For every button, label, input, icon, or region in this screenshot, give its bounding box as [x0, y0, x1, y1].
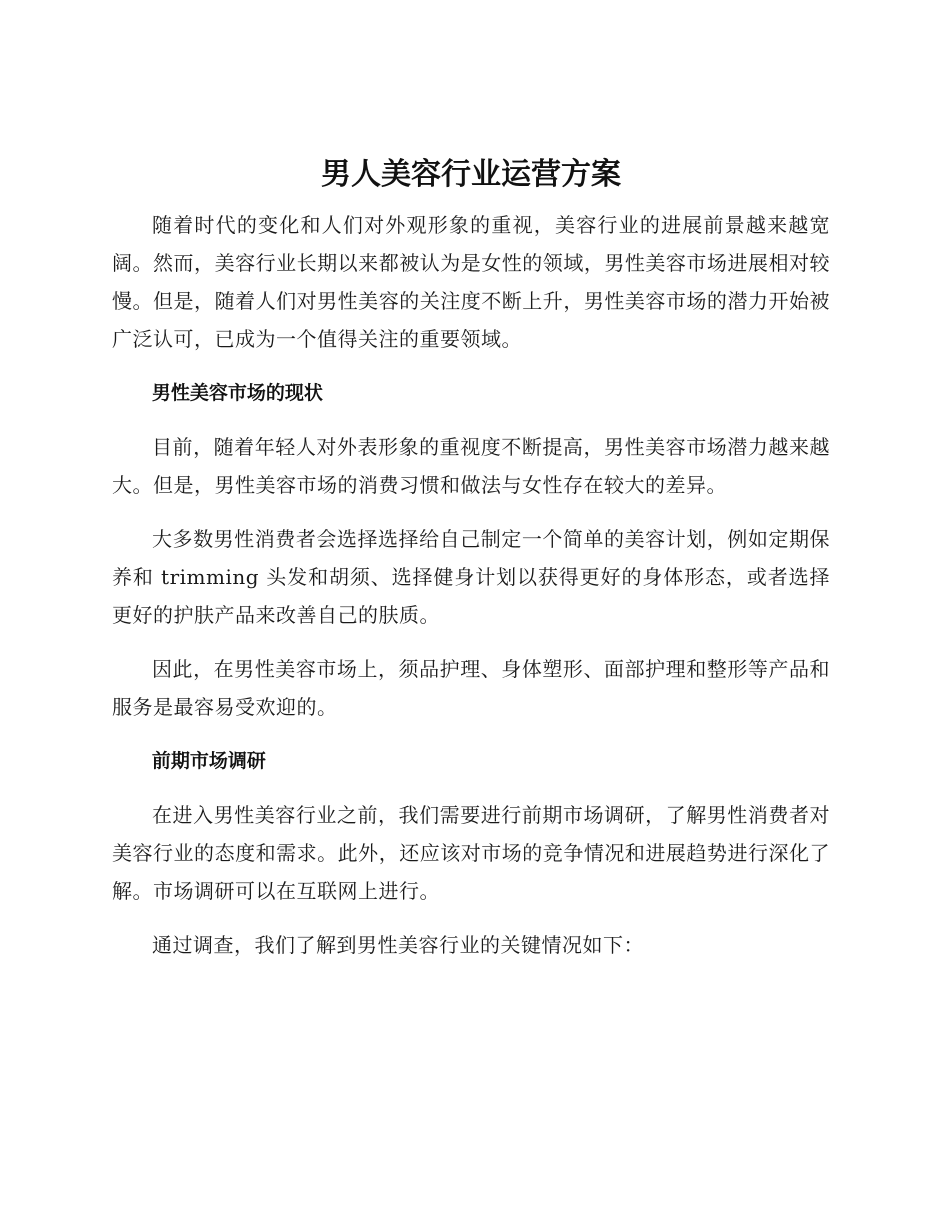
body-paragraph: 因此，在男性美容市场上，须品护理、身体塑形、面部护理和整形等产品和服务是最容易受欢迎的。 [112, 657, 830, 719]
document-title: 男人美容行业运营方案 [321, 157, 621, 192]
body-paragraph: 通过调查，我们了解到男性美容行业的关键情况如下： [152, 933, 644, 957]
body-paragraph: 大多数男性消费者会选择选择给自己制定一个简单的美容计划，例如定期保养和 trimming 头发和胡须、选择健身计划以获得更好的身体形态，或者选择更好的护肤产品来改善自己的肤质。 [112, 527, 830, 627]
section-heading-market-status: 男性美容市场的现状 [151, 382, 323, 404]
body-paragraph: 在进入男性美容行业之前，我们需要进行前期市场调研，了解男性消费者对美容行业的态度和需求。此外，还应该对市场的竞争情况和进展趋势进行深化了解。市场调研可以在互联网上进行。 [112, 803, 830, 903]
section-heading-market-research: 前期市场调研 [151, 750, 266, 772]
document-page [112, 150, 830, 980]
body-paragraph: 目前，随着年轻人对外表形象的重视度不断提高，男性美容市场潜力越来越大。但是，男性美容市场的消费习惯和做法与女性存在较大的差异。 [112, 435, 830, 497]
intro-paragraph: 随着时代的变化和人们对外观形象的重视，美容行业的进展前景越来越宽阔。然而，美容行业长期以来都被认为是女性的领域，男性美容市场进展相对较慢。但是，随着人们对男性美容的关注度不断上升，男性美容市场的潜力开始被广泛认可，已成为一个值得关注的重要领域。 [112, 213, 830, 351]
